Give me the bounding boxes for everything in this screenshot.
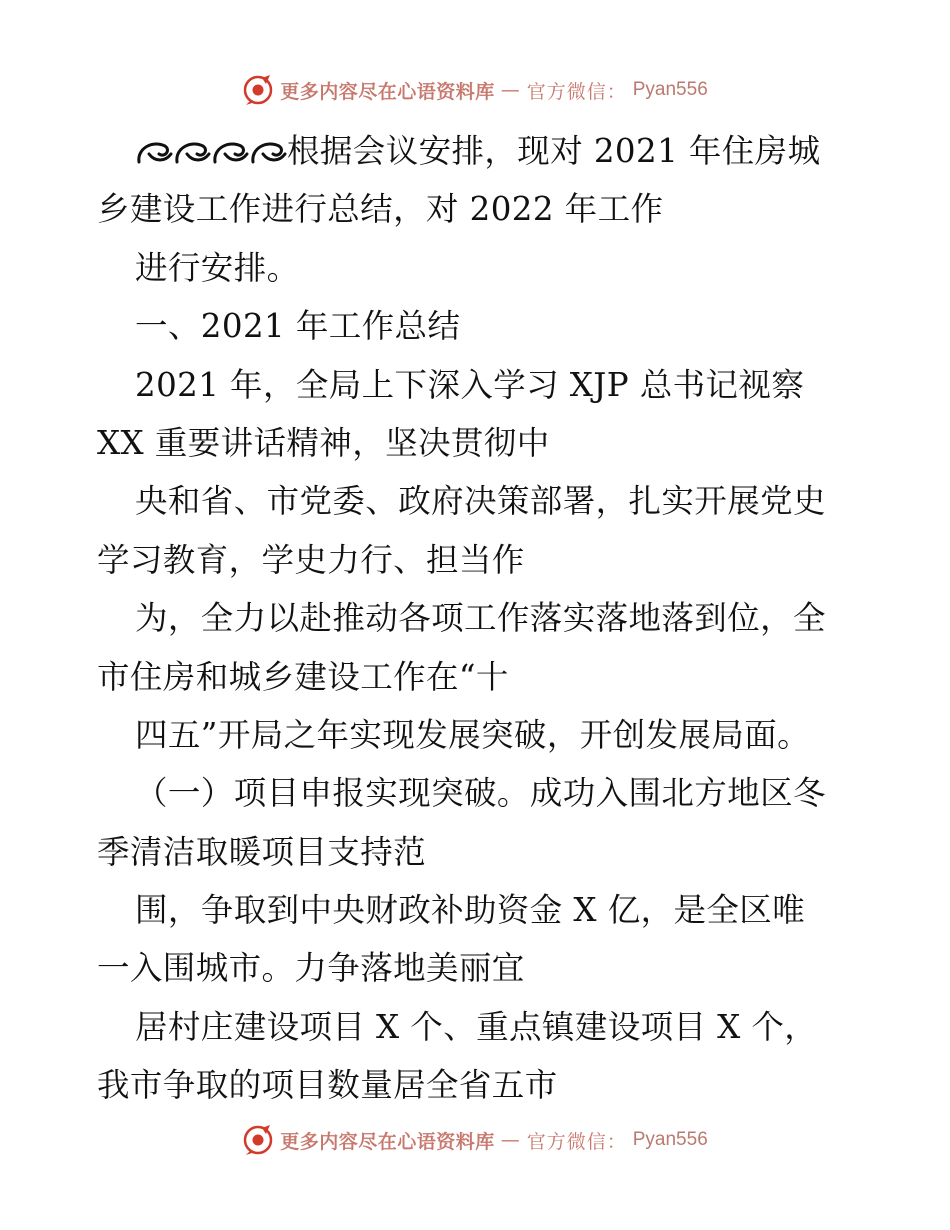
document-body	[97, 122, 867, 1115]
watermark-id-text: Pyan556	[632, 1129, 708, 1150]
footer-watermark	[0, 1120, 950, 1160]
doc-line-13: 季清洁取暖项目支持范	[97, 832, 427, 871]
doc-line-17: 我市争取的项目数量居全省五市	[97, 1066, 558, 1105]
doc-line-7: 央和省、市党委、政府决策部署，扎实开展党史	[135, 482, 826, 521]
doc-line-2: 乡建设工作进行总结，对 2022 年工作	[97, 190, 664, 229]
watermark-sub-text: 官方微信：	[526, 1130, 627, 1153]
watermark-sub-text: 官方微信：	[526, 80, 627, 103]
header-watermark	[0, 70, 950, 110]
pen-circle-logo-icon	[242, 1124, 274, 1156]
doc-line-5: 2021 年，全局上下深入学习 XJP 总书记视察	[135, 365, 805, 404]
doc-line-6: XX 重要讲话精神，坚决贯彻中	[97, 423, 550, 462]
doc-line-8: 学习教育，学史力行、担当作	[97, 540, 525, 579]
watermark-main-text: 更多内容尽在心语资料库	[280, 80, 495, 103]
doc-line-10: 市住房和城乡建设工作在“十	[97, 657, 509, 696]
doc-line-9: 为，全力以赴推动各项工作落实落地落到位，全	[135, 599, 826, 638]
doc-line-16: 居村庄建设项目 X 个、重点镇建设项目 X 个，	[135, 1007, 818, 1046]
section-heading: 一、2021 年工作总结	[135, 307, 461, 346]
doc-line-15: 一入围城市。力争落地美丽宜	[97, 949, 525, 988]
subsection-heading: （一）项目申报实现突破。成功入围北方地区冬	[135, 774, 826, 813]
watermark-id-text: Pyan556	[632, 79, 708, 100]
swirl-ornament-icon	[135, 134, 287, 168]
watermark-dash: —	[500, 79, 521, 101]
doc-line-3: 进行安排。	[135, 248, 300, 287]
pen-circle-logo-icon	[242, 74, 274, 106]
doc-line-text: 根据会议安排，现对 2021 年住房城	[287, 132, 821, 170]
doc-line-11: 四五”开局之年实现发展突破，开创发展局面。	[135, 715, 811, 754]
doc-line-14: 围，争取到中央财政补助资金 X 亿，是全区唯	[135, 891, 806, 930]
doc-line-1	[97, 122, 867, 180]
watermark-main-text: 更多内容尽在心语资料库	[280, 1130, 495, 1153]
watermark-dash: —	[500, 1129, 521, 1151]
